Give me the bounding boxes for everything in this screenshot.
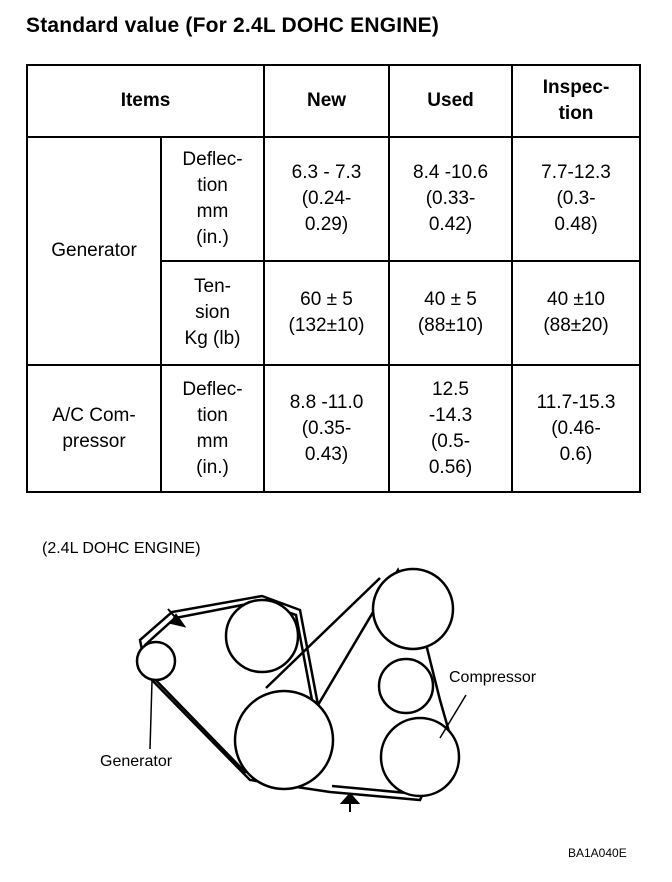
compressor-callout: Compressor: [449, 669, 537, 686]
tension-arrow-icon: [342, 794, 358, 812]
page-title: Standard value (For 2.4L DOHC ENGINE): [26, 14, 440, 37]
value-cell-new: 6.3 - 7.3 (0.24- 0.29): [264, 137, 389, 261]
header-inspection: Inspec- tion: [512, 65, 640, 137]
generator-leader-line: [150, 681, 152, 749]
idler-pulley-small: [379, 659, 433, 713]
value-cell-used: 8.4 -10.6 (0.33- 0.42): [389, 137, 512, 261]
generator-item-cell: Generator: [27, 137, 161, 365]
param-cell: Deflec- tion mm (in.): [161, 365, 264, 492]
param-cell: Deflec- tion mm (in.): [161, 137, 264, 261]
water-pump-pulley: [373, 569, 453, 649]
crankshaft-pulley: [235, 691, 333, 789]
value-cell-used: 12.5 -14.3 (0.5- 0.56): [389, 365, 512, 492]
figure-code: BA1A040E: [568, 846, 627, 860]
header-used: Used: [389, 65, 512, 137]
value-cell-new: 8.8 -11.0 (0.35- 0.43): [264, 365, 389, 492]
header-new: New: [264, 65, 389, 137]
value-cell-used: 40 ± 5 (88±10): [389, 261, 512, 365]
value-cell-inspection: 40 ±10 (88±20): [512, 261, 640, 365]
diagram-caption: (2.4L DOHC ENGINE): [42, 540, 201, 557]
generator-callout: Generator: [100, 753, 173, 770]
value-cell-inspection: 11.7-15.3 (0.46- 0.6): [512, 365, 640, 492]
value-cell-new: 60 ± 5 (132±10): [264, 261, 389, 365]
header-items: Items: [27, 65, 264, 137]
generator-pulley: [137, 642, 175, 680]
idler-pulley-upper: [226, 600, 298, 672]
value-cell-inspection: 7.7-12.3 (0.3- 0.48): [512, 137, 640, 261]
compressor-pulley: [381, 718, 459, 796]
param-cell: Ten- sion Kg (lb): [161, 261, 264, 365]
ac-compressor-item-cell: A/C Com- pressor: [27, 365, 161, 492]
